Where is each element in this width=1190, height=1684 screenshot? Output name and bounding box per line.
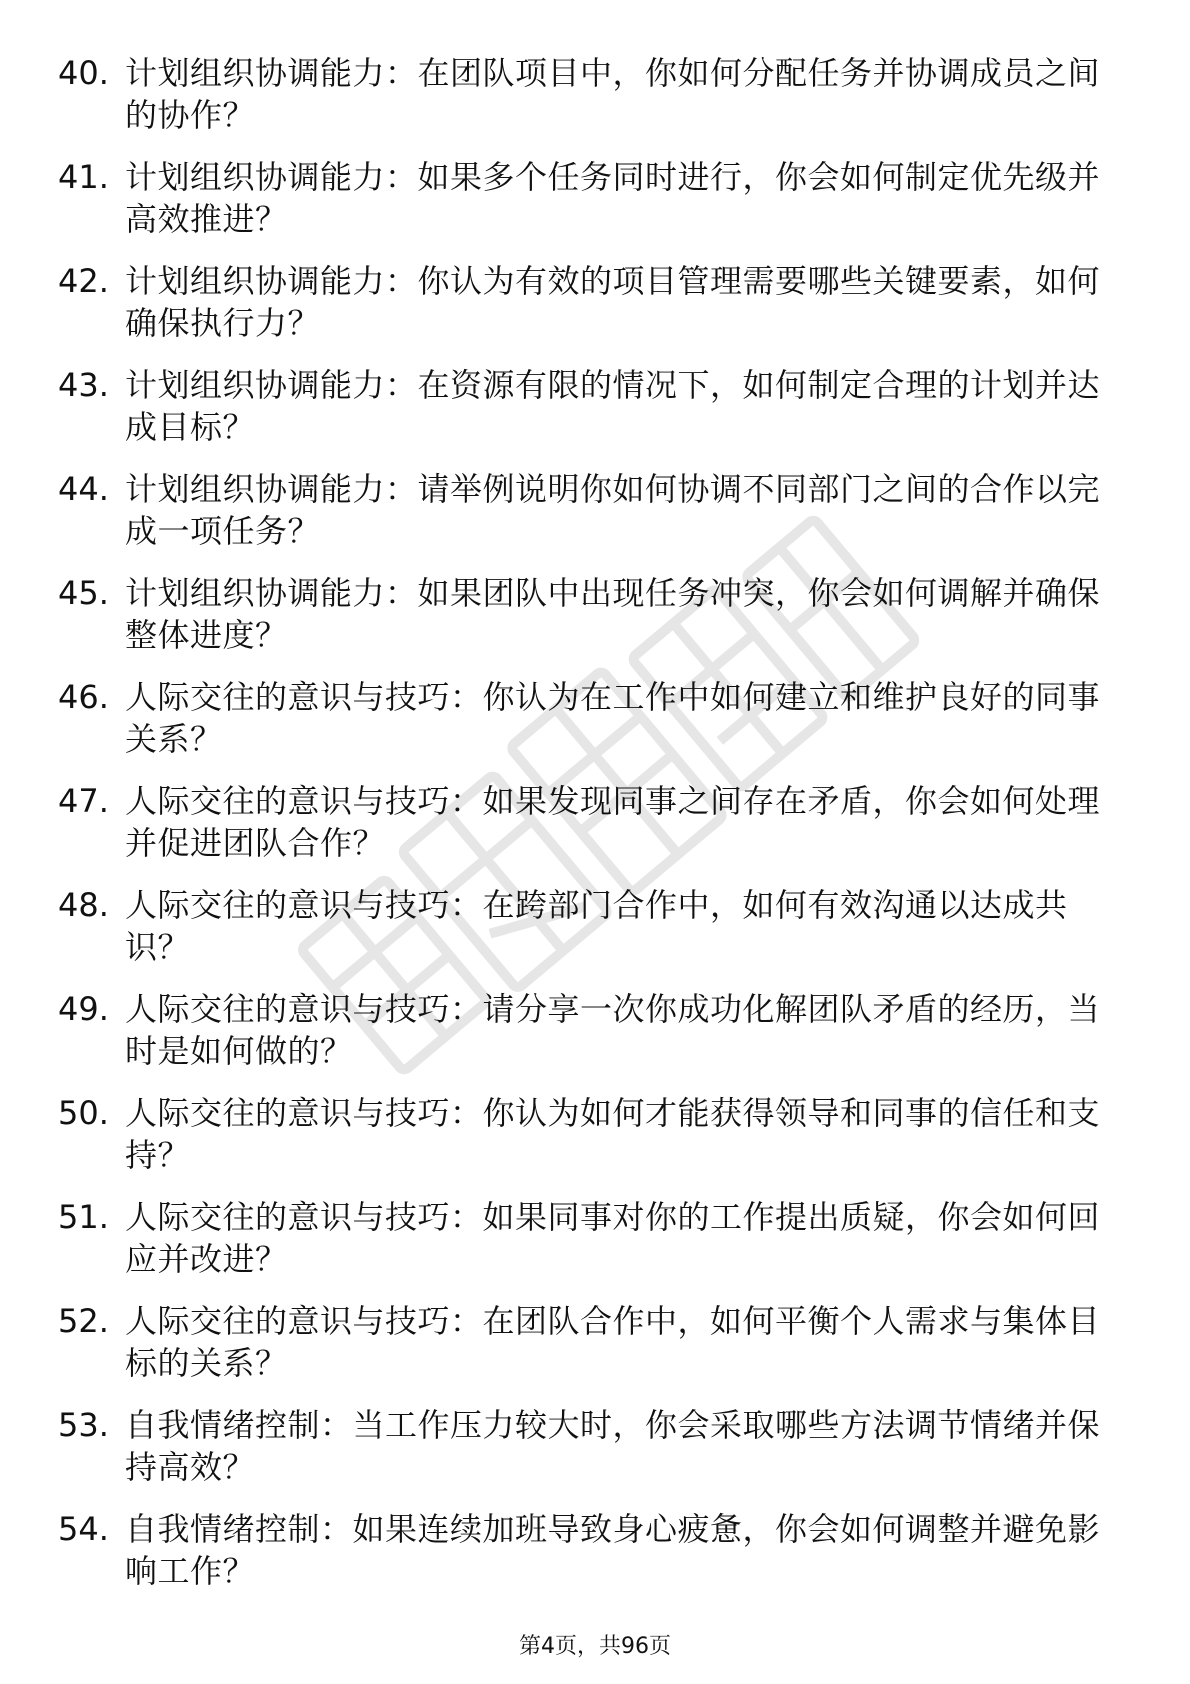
question-number: 52. [58,1302,109,1340]
question-number: 44. [58,470,109,508]
question-text: 计划组织协调能力：如果团队中出现任务冲突，你会如何调解并确保整体进度？ [125,574,1101,654]
question-item [0,468,1190,572]
question-text: 人际交往的意识与技巧：你认为在工作中如何建立和维护良好的同事关系？ [125,678,1101,758]
question-text: 计划组织协调能力：在资源有限的情况下，如何制定合理的计划并达成目标？ [125,366,1101,446]
question-text: 人际交往的意识与技巧：在团队合作中，如何平衡个人需求与集体目标的关系？ [125,1302,1101,1382]
question-number: 49. [58,990,109,1028]
question-item [0,1092,1190,1196]
question-item [0,988,1190,1092]
question-item [0,1508,1190,1612]
question-number: 51. [58,1198,109,1236]
question-number: 42. [58,262,109,300]
question-item [0,1196,1190,1300]
question-text: 人际交往的意识与技巧：如果同事对你的工作提出质疑，你会如何回应并改进？ [125,1198,1101,1278]
question-number: 50. [58,1094,109,1132]
question-item [0,572,1190,676]
question-item [0,1300,1190,1404]
question-item [0,676,1190,780]
question-item [0,52,1190,156]
question-number: 40. [58,54,109,92]
question-text: 计划组织协调能力：在团队项目中，你如何分配任务并协调成员之间的协作？ [125,54,1101,134]
question-text: 计划组织协调能力：如果多个任务同时进行，你会如何制定优先级并高效推进？ [125,158,1101,238]
question-number: 54. [58,1510,109,1548]
question-item [0,884,1190,988]
question-number: 47. [58,782,109,820]
question-item [0,260,1190,364]
question-number: 48. [58,886,109,924]
question-number: 53. [58,1406,109,1444]
question-number: 45. [58,574,109,612]
question-text: 计划组织协调能力：请举例说明你如何协调不同部门之间的合作以完成一项任务？ [125,470,1101,550]
page-number-footer: 第4页，共96页 [519,1634,671,1659]
question-text: 人际交往的意识与技巧：在跨部门合作中，如何有效沟通以达成共识？ [125,886,1068,966]
question-number: 41. [58,158,109,196]
question-number: 43. [58,366,109,404]
question-text: 人际交往的意识与技巧：请分享一次你成功化解团队矛盾的经历，当时是如何做的？ [125,990,1101,1070]
question-text: 计划组织协调能力：你认为有效的项目管理需要哪些关键要素，如何确保执行力？ [125,262,1101,342]
question-item [0,364,1190,468]
question-text: 自我情绪控制：如果连续加班导致身心疲惫，你会如何调整并避免影响工作？ [125,1510,1101,1590]
question-text: 人际交往的意识与技巧：你认为如何才能获得领导和同事的信任和支持？ [125,1094,1101,1174]
question-text: 人际交往的意识与技巧：如果发现同事之间存在矛盾，你会如何处理并促进团队合作？ [125,782,1101,862]
question-number: 46. [58,678,109,716]
question-text: 自我情绪控制：当工作压力较大时，你会采取哪些方法调节情绪并保持高效？ [125,1406,1101,1486]
question-item [0,1404,1190,1508]
question-item [0,780,1190,884]
question-list [0,52,1190,1612]
question-item [0,156,1190,260]
